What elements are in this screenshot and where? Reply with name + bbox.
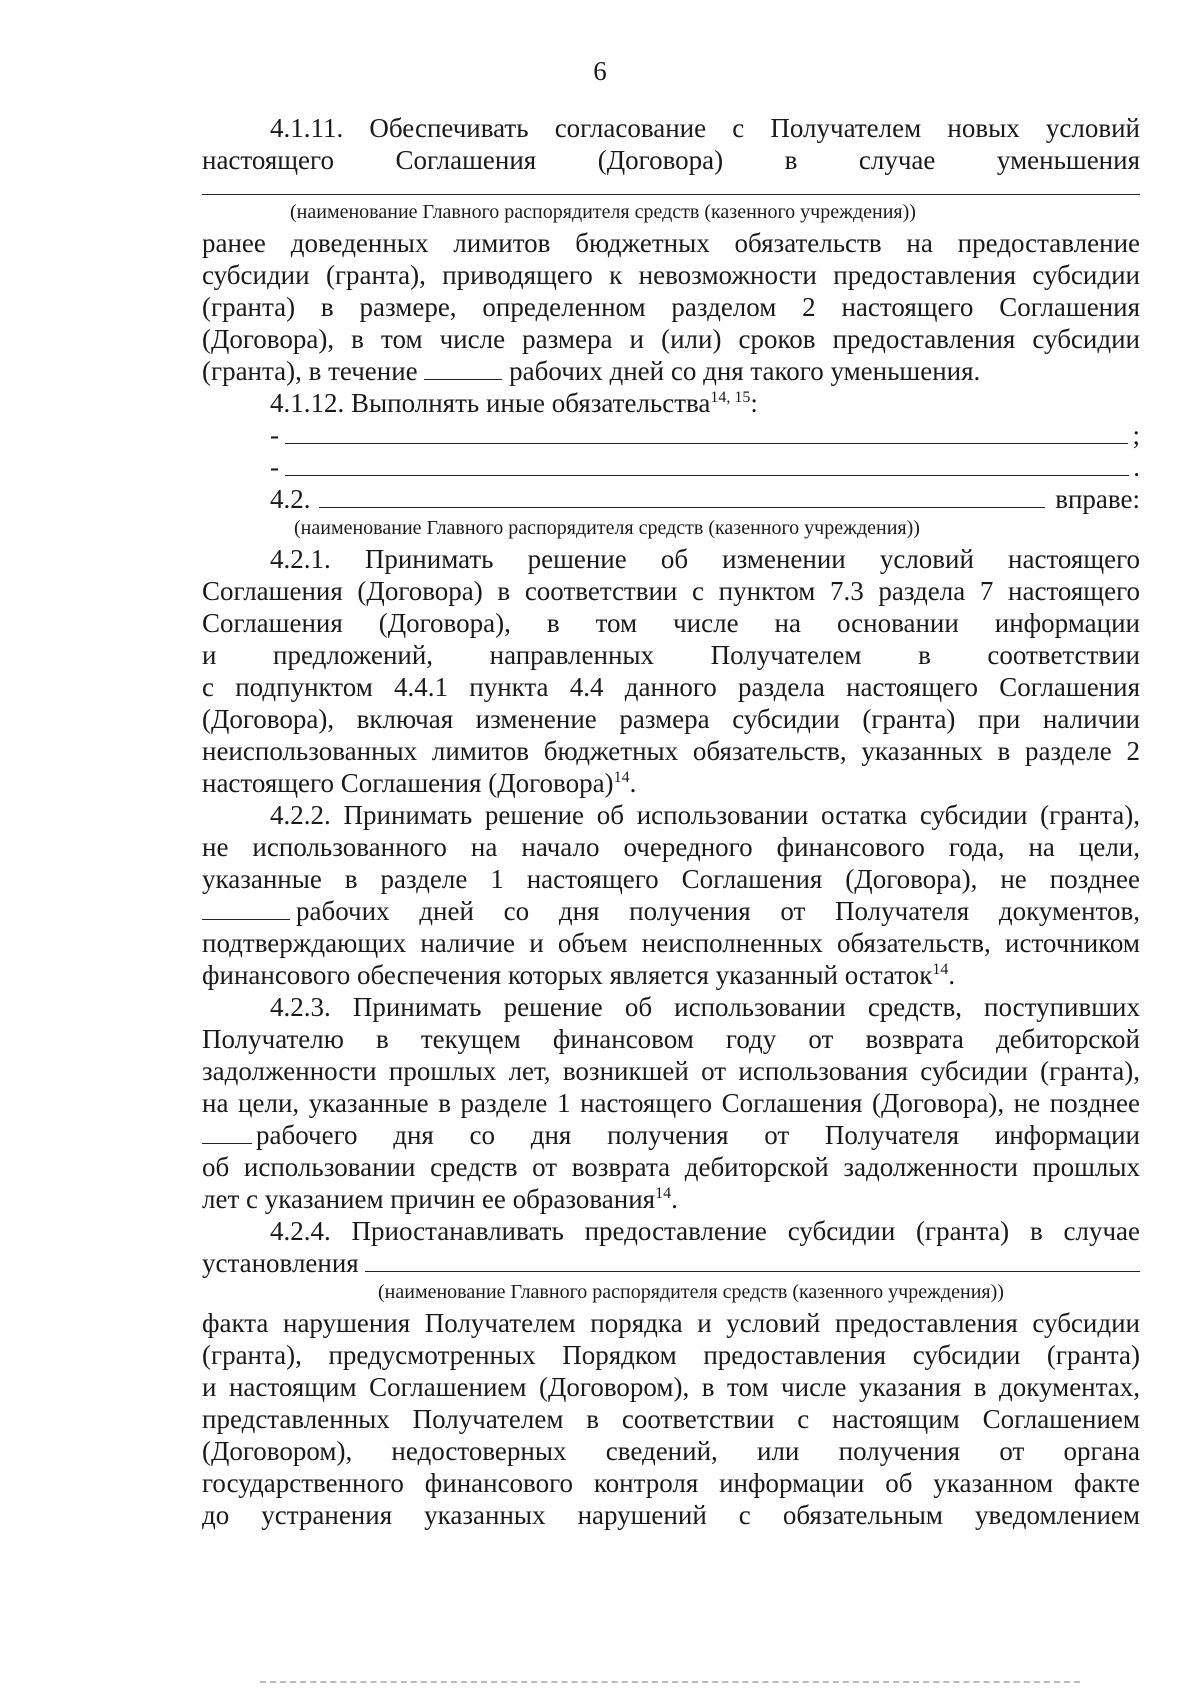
paragraph-4-2-1-line-3: Соглашения (Договора), в том числе на основании информации <box>202 608 1140 638</box>
paragraph-4-2-2-line-5: подтверждающих наличие и объем неисполненных обязательств, источником <box>202 928 1140 958</box>
paragraph-4-2-1-line-5: с подпунктом 4.4.1 пункта 4.4 данного раздела настоящего Соглашения <box>202 672 1140 702</box>
paragraph-4-2-3-line-1: 4.2.3. Принимать решение об использовании средств, поступивших <box>270 992 1140 1022</box>
footnote-ref-14: 14 <box>932 961 949 978</box>
paragraph-4-1-11-line-7-end: рабочих дней со дня такого уменьшения. <box>509 356 981 386</box>
paragraph-4-2-3-line-5-row <box>202 1119 1140 1151</box>
paragraph-4-2-3-line-2: Получателю в текущем финансовом году от возврата дебиторской <box>202 1024 1140 1054</box>
paragraph-4-2-2-line-4: рабочих дней со дня получения от Получателя документов, <box>296 896 1140 926</box>
paragraph-4-2-2-line-1: 4.2.2. Принимать решение об использовании остатка субсидии (гранта), <box>270 800 1140 830</box>
paragraph-4-1-11-line-2: настоящего Соглашения (Договора) в случае уменьшения <box>202 145 1140 175</box>
footnote-ref-14: 14 <box>655 1185 672 1202</box>
footnote-ref-14: 14 <box>613 769 630 786</box>
paragraph-4-2-4-line-5: и настоящим Соглашением (Договором), в том числе указания в документах, <box>202 1372 1140 1402</box>
days-blank-4-1-11[interactable] <box>424 355 502 380</box>
scan-edge-marks <box>260 1681 1080 1686</box>
paragraph-4-1-11-line-3: ранее доведенных лимитов бюджетных обязательств на предоставление <box>202 228 1140 258</box>
list-dash: - <box>270 420 279 450</box>
field-caption-authority-2: (наименование Главного распорядителя средств (казенного учреждения)) <box>294 517 920 539</box>
paragraph-4-2-1-line-8 <box>202 767 1140 799</box>
paragraph-4-2-3-line-7 <box>202 1183 1140 1215</box>
paragraph-4-2-4-line-7: (Договором), недостоверных сведений, или получения от органа <box>202 1436 1140 1466</box>
paragraph-4-2-4-line-4: (гранта), предусмотренных Порядком предоставления субсидии (гранта) <box>202 1340 1140 1370</box>
other-obligation-line-2 <box>202 451 1140 483</box>
field-caption-authority-1: (наименование Главного распорядителя средств (казенного учреждения)) <box>290 201 916 223</box>
line-end-period: . <box>1133 452 1140 482</box>
paragraph-4-2-1-line-6: (Договора), включая изменение размера субсидии (гранта) при наличии <box>202 704 1140 734</box>
paragraph-4-1-11-line-5: (гранта) в размере, определенном разделом 2 настоящего Соглашения <box>202 292 1140 322</box>
days-blank-4-2-2[interactable] <box>202 895 290 920</box>
period: . <box>629 768 637 798</box>
paragraph-4-2-1-line-2: Соглашения (Договора) в соответствии с пунктом 7.3 раздела 7 настоящего <box>202 576 1140 606</box>
paragraph-4-2-1-line-7: неиспользованных лимитов бюджетных обязательств, указанных в разделе 2 <box>202 736 1140 766</box>
page-number: 6 <box>593 56 607 86</box>
list-dash: - <box>270 452 279 482</box>
paragraph-4-2-tail: вправе: <box>1055 484 1140 514</box>
paragraph-4-1-11-line-7 <box>202 355 1140 387</box>
paragraph-4-2-3-line-7-text: лет с указанием причин ее образования <box>202 1184 656 1214</box>
paragraph-4-2-1-line-8-text: настоящего Соглашения (Договора) <box>202 768 614 798</box>
paragraph-4-2-4-line-1: 4.2.4. Приостанавливать предоставление субсидии (гранта) в случае <box>270 1216 1140 1246</box>
paragraph-4-2-2-line-6-text: финансового обеспечения которых является указанный остаток <box>202 960 933 990</box>
colon: : <box>750 388 758 418</box>
paragraph-4-2-4-line-2-text: установления <box>202 1248 359 1278</box>
fill-in-line-authority-2[interactable] <box>319 485 1046 508</box>
field-caption-authority-3: (наименование Главного распорядителя средств (казенного учреждения)) <box>378 1281 1004 1303</box>
paragraph-4-2-3-line-3: задолженности прошлых лет, возникшей от использования субсидии (гранта), <box>202 1056 1140 1086</box>
paragraph-4-2-4-line-6: представленных Получателем в соответствии с настоящим Соглашением <box>202 1404 1140 1434</box>
other-obligation-blank-1[interactable] <box>285 421 1128 444</box>
paragraph-4-2-number: 4.2. <box>270 484 311 514</box>
paragraph-4-1-12-text: 4.1.12. Выполнять иные обязательства <box>270 388 711 418</box>
paragraph-4-1-12-title <box>202 387 1140 419</box>
fill-in-line-authority-3[interactable] <box>365 1249 1140 1272</box>
other-obligation-line-1 <box>202 419 1140 451</box>
fill-in-line-authority-1[interactable] <box>202 176 1140 195</box>
paragraph-4-1-11-line-4: субсидии (гранта), приводящего к невозможности предоставления субсидии <box>202 260 1140 290</box>
paragraph-4-1-11-line-6: (Договора), в том числе размера и (или) сроков предоставления субсидии <box>202 324 1140 354</box>
paragraph-4-2-4-line-2 <box>202 1247 1140 1279</box>
footnote-ref-14-15: 14, 15 <box>710 389 751 406</box>
paragraph-4-2-1-line-4: и предложений, направленных Получателем в соответствии <box>202 640 1140 670</box>
paragraph-4-2-3-line-4: на цели, указанные в разделе 1 настоящего Соглашения (Договора), не позднее <box>202 1088 1140 1118</box>
paragraph-4-1-11-line-1: 4.1.11. Обеспечивать согласование с Получателем новых условий <box>270 113 1140 143</box>
paragraph-4-2-4-line-8: государственного финансового контроля информации об указанном факте <box>202 1468 1140 1498</box>
paragraph-4-2-4-line-3: факта нарушения Получателем порядка и условий предоставления субсидии <box>202 1308 1140 1338</box>
paragraph-4-1-11-line-7-start: (гранта), в течение <box>202 356 418 386</box>
line-end-semicolon: ; <box>1132 420 1140 450</box>
days-blank-4-2-3[interactable] <box>202 1119 252 1144</box>
period: . <box>948 960 956 990</box>
paragraph-4-2-line <box>202 483 1140 515</box>
paragraph-4-2-2-line-6 <box>202 959 1140 991</box>
paragraph-4-2-3-line-5: рабочего дня со дня получения от Получателя информации <box>256 1120 1140 1150</box>
paragraph-4-2-2-line-2: не использованного на начало очередного финансового года, на цели, <box>202 832 1140 862</box>
paragraph-4-2-4-line-9: до устранения указанных нарушений с обязательным уведомлением <box>202 1500 1140 1530</box>
paragraph-4-2-3-line-6: об использовании средств от возврата дебиторской задолженности прошлых <box>202 1152 1140 1182</box>
paragraph-4-2-2-line-4-row <box>202 895 1140 927</box>
paragraph-4-2-1-line-1: 4.2.1. Принимать решение об изменении условий настоящего <box>270 544 1140 574</box>
paragraph-4-2-2-line-3: указанные в разделе 1 настоящего Соглашения (Договора), не позднее <box>202 864 1140 894</box>
other-obligation-blank-2[interactable] <box>285 453 1129 476</box>
period: . <box>671 1184 678 1214</box>
document-body <box>202 112 1140 1531</box>
